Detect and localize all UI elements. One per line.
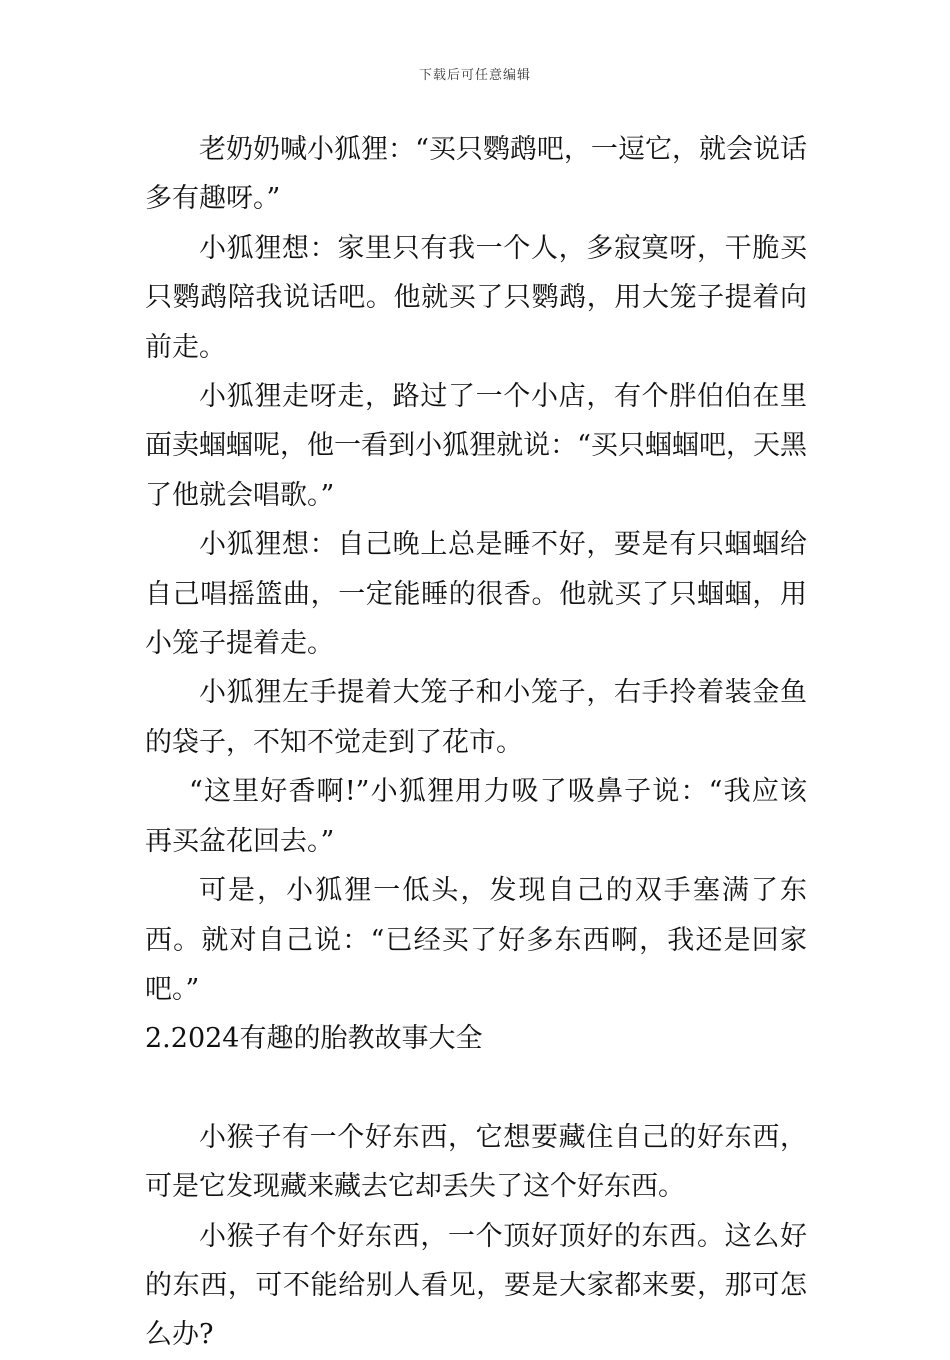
section-title: 2.2024有趣的胎教故事大全 [145,1023,483,1055]
paragraph: 小猴子有个好东西，一个顶好顶好的东西。这么好的东西，可不能给别人看见，要是大家都来要，那可怎么办? [145,1220,807,1351]
paragraph: 小猴子有一个好东西，它想要藏住自己的好东西，可是它发现藏来藏去它却丢失了这个好东西。 [145,1121,807,1203]
page-header: 下载后可任意编辑 [418,68,531,83]
paragraph: 老奶奶喊小狐狸：“买只鹦鹉吧，一逗它，就会说话多有趣呀。” [145,134,807,215]
paragraph: 小狐狸想：家里只有我一个人，多寂寞呀，干脆买只鹦鹉陪我说话吧。他就买了只鹦鹉，用大笼子提着向前走。 [145,232,807,363]
document-body [145,125,807,1360]
paragraph: 小狐狸左手提着大笼子和小笼子，右手拎着装金鱼的袋子，不知不觉走到了花市。 [145,677,807,758]
paragraph: “这里好香啊!”小狐狸用力吸了吸鼻子说：“我应该再买盆花回去。” [145,776,807,857]
paragraph: 可是，小狐狸一低头，发现自己的双手塞满了东西。就对自己说：“已经买了好多东西啊，我还是回家吧。” [145,875,807,1005]
paragraph: 小狐狸想：自己晚上总是睡不好，要是有只蝈蝈给自己唱摇篮曲，一定能睡的很香。他就买了只蝈蝈，用小笼子提着走。 [145,529,807,660]
paragraph: 小狐狸走呀走，路过了一个小店，有个胖伯伯在里面卖蝈蝈呢，他一看到小狐狸就说：“买只蝈蝈吧，天黑了他就会唱歌。” [145,381,807,511]
